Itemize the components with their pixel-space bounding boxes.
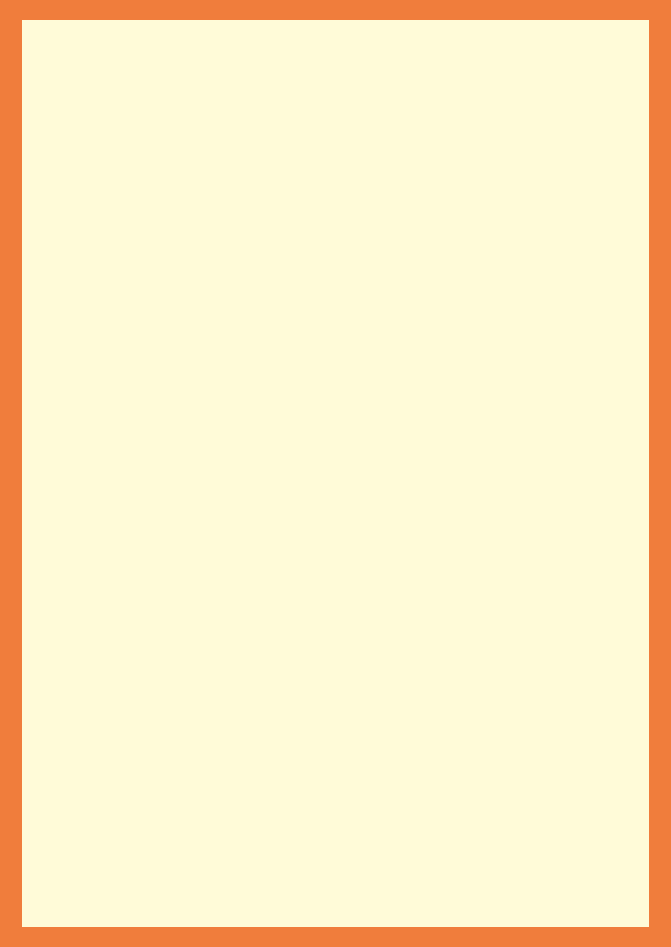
flower-decoration-top <box>440 20 650 160</box>
content-body <box>60 148 618 202</box>
stripe-border <box>22 858 649 927</box>
flower-decoration-bottom <box>22 745 649 860</box>
